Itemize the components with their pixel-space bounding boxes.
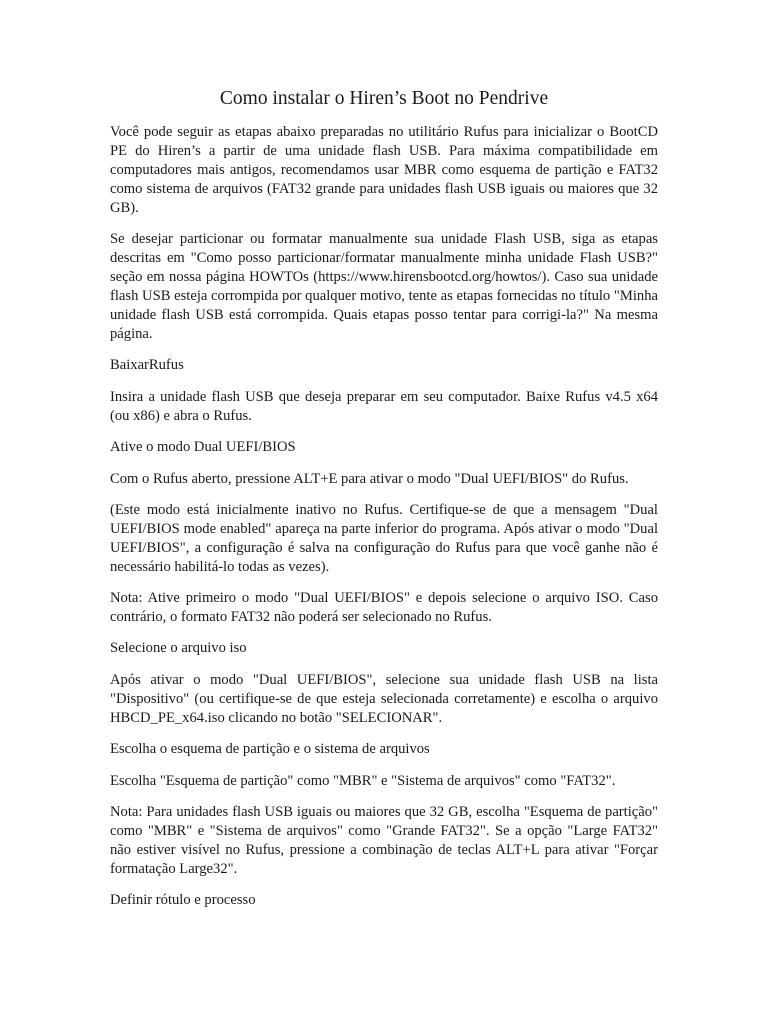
paragraph-iso-note: Nota: Ative primeiro o modo "Dual UEFI/BIOS" e depois selecione o arquivo ISO. Caso contrário, o formato FAT32 não poderá ser selecionado no Rufus.	[110, 590, 658, 625]
paragraph-large-fat32-note: Nota: Para unidades flash USB iguais ou maiores que 32 GB, escolha "Esquema de partição" como "MBR" e "Sistema de arquivos" como "Grande FAT32". Se a opção "Large FAT32" não estiver visível no Rufus, pressione a combinação de teclas ALT+L para ativar "Forçar formatação Large32".	[110, 804, 658, 877]
document-title: Como instalar o Hiren’s Boot no Pendrive	[219, 88, 549, 109]
paragraph-alt-e: Com o Rufus aberto, pressione ALT+E para ativar o modo "Dual UEFI/BIOS" do Rufus.	[110, 471, 629, 487]
paragraph-insert-usb: Insira a unidade flash USB que deseja preparar em seu computador. Baixe Rufus v4.5 x64 (ou x86) e abra o Rufus.	[110, 389, 658, 424]
section-heading-partition-scheme: Escolha o esquema de partição e o sistema de arquivos	[110, 741, 430, 757]
paragraph-mode-note: (Este modo está inicialmente inativo no Rufus. Certifique-se de que a mensagem "Dual UEFI/BIOS mode enabled" apareça na parte inferior do programa. Após ativar o modo "Dual UEFI/BIOS", a configuração é salva na configuração do Rufus para que você ganhe não é necessário habilitá-lo todas as vezes).	[110, 502, 658, 575]
section-heading-select-iso: Selecione o arquivo iso	[110, 640, 247, 656]
section-heading-download-rufus: BaixarRufus	[110, 357, 184, 373]
paragraph-manual-format: Se desejar particionar ou formatar manualmente sua unidade Flash USB, siga as etapas descritas em "Como posso particionar/formatar manualmente minha unidade Flash USB?" seção em nossa página HOWTOs (https://www.hirensbootcd.org/howtos/). Caso sua unidade flash USB esteja corrompida por qualquer motivo, tente as etapas fornecidas no título "Minha unidade flash USB está corrompida. Quais etapas posso tentar para corrigi-la?" Na mesma página.	[110, 231, 658, 342]
section-heading-label-process: Definir rótulo e processo	[110, 892, 256, 908]
section-heading-dual-uefi-bios: Ative o modo Dual UEFI/BIOS	[110, 439, 296, 455]
paragraph-mbr-fat32: Escolha "Esquema de partição" como "MBR" e "Sistema de arquivos" como "FAT32".	[110, 773, 616, 789]
paragraph-select-device: Após ativar o modo "Dual UEFI/BIOS", selecione sua unidade flash USB na lista "Dispositivo" (ou certifique-se de que esteja selecionada corretamente) e escolha o arquivo HBCD_PE_x64.iso clicando no botão "SELECIONAR".	[110, 672, 658, 726]
paragraph-intro: Você pode seguir as etapas abaixo preparadas no utilitário Rufus para inicializar o BootCD PE do Hiren’s a partir de uma unidade flash USB. Para máxima compatibilidade em computadores mais antigos, recomendamos usar MBR como esquema de partição e FAT32 como sistema de arquivos (FAT32 grande para unidades flash USB iguais ou maiores que 32 GB).	[110, 124, 658, 216]
